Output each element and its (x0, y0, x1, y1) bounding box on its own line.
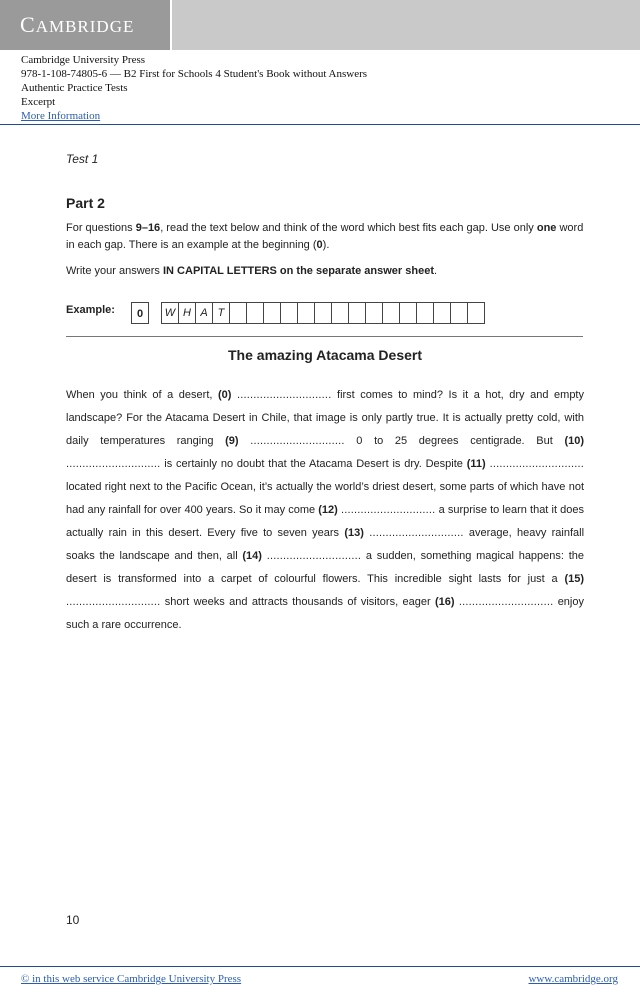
publisher-line: Cambridge University Press (21, 54, 146, 66)
gap-number: (13) (344, 527, 364, 539)
gap-dots: ............................. (369, 527, 464, 539)
gap-number: (10) (564, 435, 584, 447)
instructions-emphasis: 0 (316, 239, 323, 251)
example-empty-box (450, 302, 468, 324)
gap-number: (11) (466, 458, 486, 470)
logo-initial: C (20, 12, 36, 37)
gap-dots: ............................. (340, 504, 436, 516)
more-information-link[interactable]: More Information (21, 110, 101, 122)
passage-text: enjoy such a rare occurrence. (66, 596, 584, 631)
instructions-text: ). (322, 239, 330, 251)
instructions-text: For questions (66, 222, 136, 234)
copyright-link[interactable]: © in this web service Cambridge University Press (21, 973, 242, 985)
example-empty-box (246, 302, 264, 324)
logo-divider (170, 0, 172, 50)
gap-number: (14) (242, 550, 262, 562)
passage-text: short weeks and attracts thousands of visitors, eager (160, 596, 435, 608)
example-empty-box (416, 302, 434, 324)
example-empty-box (280, 302, 298, 324)
logo-text (20, 12, 134, 38)
question-range: 9–16 (135, 222, 161, 234)
example-empty-box (263, 302, 281, 324)
example-number-box: 0 (131, 302, 149, 324)
header-rule (0, 124, 640, 125)
gap-number: (15) (564, 573, 584, 585)
gap-dots: ............................. (66, 596, 161, 608)
example-letter-box: T (212, 302, 230, 324)
example-letter-box: W (161, 302, 179, 324)
part-title: Part 2 (66, 195, 105, 211)
passage-text: average, heavy rainfall soaks the landscape and then, all (66, 527, 585, 562)
passage-text: first comes to mind? Is it a hot, dry and empty landscape? For the Atacama Desert in Chile, that image is only partly true. It is actually pretty cold, with daily temperatures ranging (66, 389, 584, 447)
instructions-text: word in each gap. There is an example at the beginning ( (66, 222, 584, 251)
gap-number: (12) (318, 504, 338, 516)
gap-number: (0) (218, 389, 232, 401)
gap-dots: ............................. (66, 458, 161, 470)
example-empty-box (382, 302, 400, 324)
write-text: . (434, 265, 438, 277)
write-emphasis: IN CAPITAL LETTERS on the separate answer sheet (163, 265, 434, 277)
example-empty-box (433, 302, 451, 324)
instructions-emphasis: one (536, 222, 557, 234)
gap-dots: ............................. (250, 435, 345, 447)
website-link[interactable]: www.cambridge.org (528, 973, 618, 985)
test-label: Test 1 (66, 152, 99, 166)
write-text: Write your answers (66, 265, 163, 277)
example-label: Example: (66, 304, 115, 316)
gap-number: (16) (434, 596, 455, 608)
gap-dots: ............................. (237, 389, 332, 401)
passage-text: a surprise to learn that it does actually rain in this desert. Every five to seven years (66, 504, 585, 539)
logo-rest: AMBRIDGE (35, 17, 135, 36)
passage-text: a sudden, something magical happens: the desert is transformed into a carpet of colourful flowers. This incredible sight lasts for just a (66, 550, 584, 585)
page-number: 10 (66, 913, 80, 927)
publication-info (21, 53, 367, 123)
gap-dots: ............................. (489, 458, 584, 470)
gap-dots: ............................. (266, 550, 362, 562)
example-letter-box: A (195, 302, 213, 324)
passage-text: When you think of a desert, (66, 389, 218, 401)
gap-dots: ............................. (458, 596, 554, 608)
write-instruction (66, 265, 437, 277)
cambridge-logo (0, 0, 170, 50)
passage-text: 0 to 25 degrees centigrade. But (344, 435, 565, 447)
reading-passage (66, 384, 584, 637)
footer-rule (0, 966, 640, 967)
example-answer-boxes (162, 302, 485, 324)
passage-text: located right next to the Pacific Ocean, it’s actually the world’s driest desert, some parts of which have not had any rainfall for over 400 years. So it may come (66, 481, 584, 516)
example-empty-box (314, 302, 332, 324)
isbn-title-line: 978-1-108-74805-6 — B2 First for Schools 4 Student's Book without Answers (21, 68, 368, 80)
section-divider (66, 336, 583, 337)
series-line: Authentic Practice Tests (21, 82, 128, 94)
example-letter-box: H (178, 302, 196, 324)
example-empty-box (348, 302, 366, 324)
passage-text: is certainly no doubt that the Atacama Desert is dry. Despite (160, 458, 467, 470)
excerpt-line: Excerpt (21, 96, 56, 108)
example-empty-box (331, 302, 349, 324)
example-empty-box (467, 302, 485, 324)
example-empty-box (229, 302, 247, 324)
instructions (66, 220, 584, 254)
example-empty-box (365, 302, 383, 324)
example-empty-box (399, 302, 417, 324)
gap-number: (9) (225, 435, 239, 447)
instructions-text: , read the text below and think of the word which best fits each gap. Use only (160, 222, 537, 234)
text-title: The amazing Atacama Desert (228, 347, 422, 363)
example-empty-box (297, 302, 315, 324)
